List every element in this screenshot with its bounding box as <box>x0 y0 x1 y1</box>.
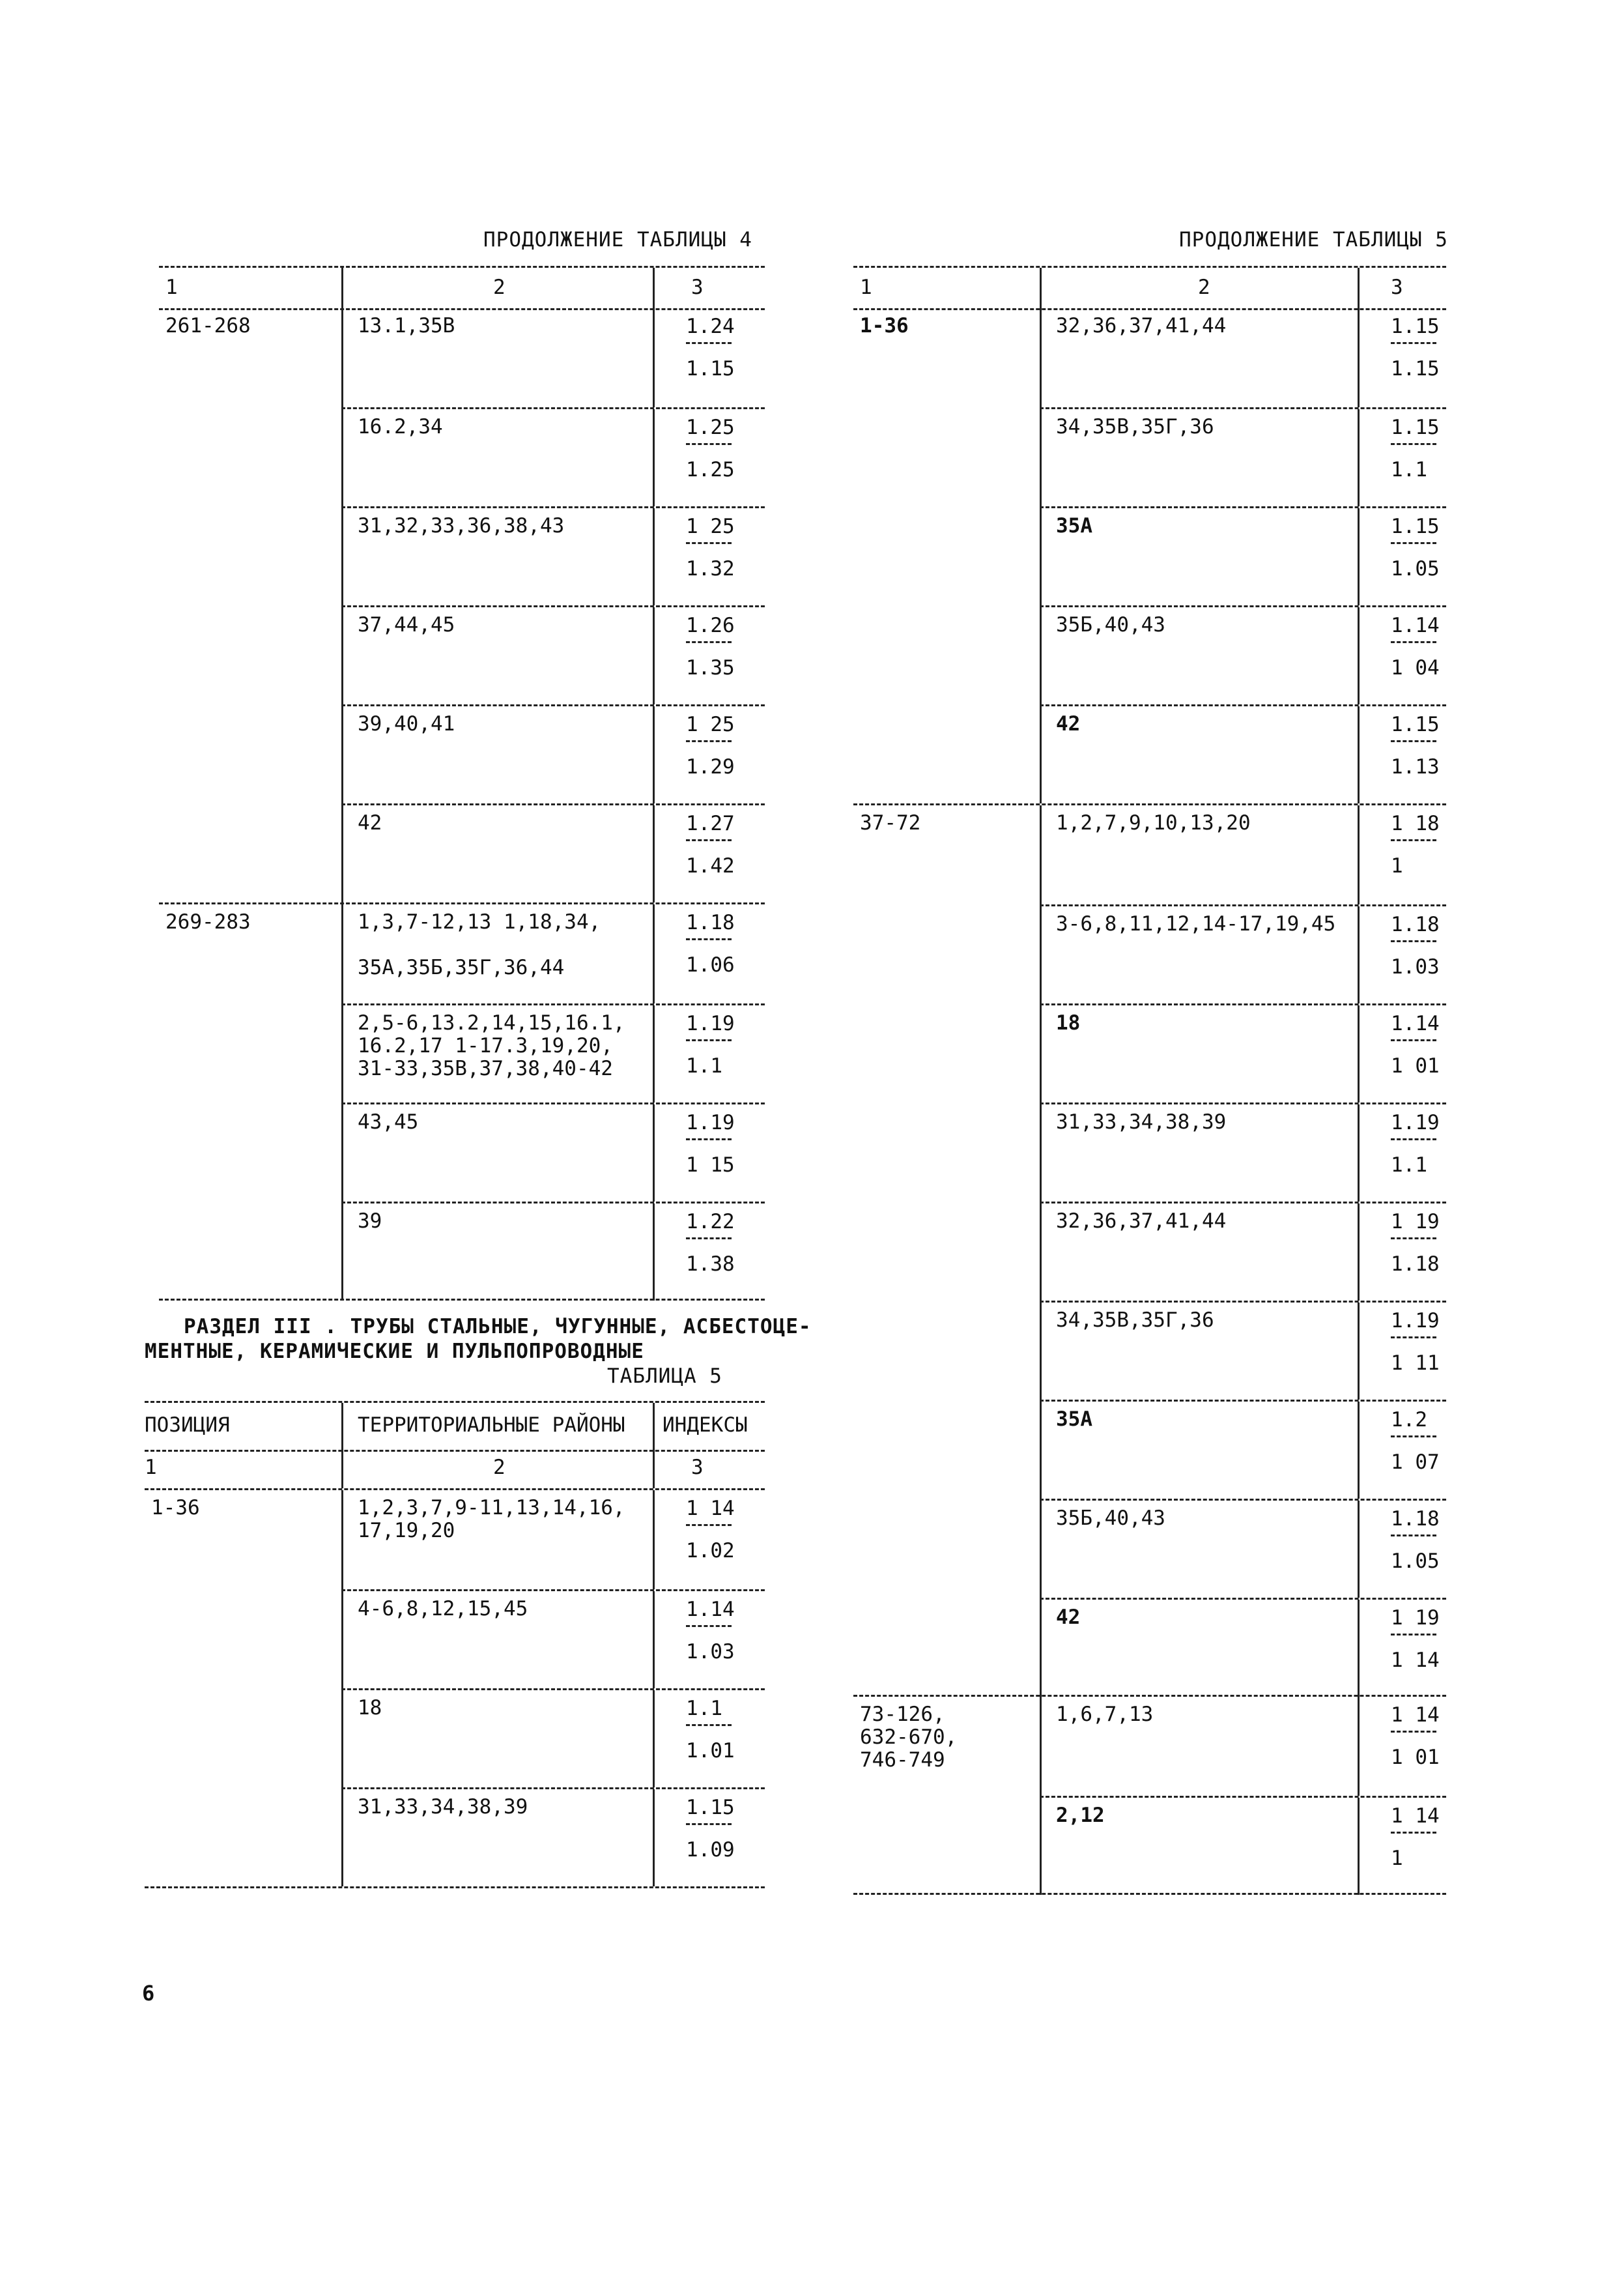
table-row <box>341 605 765 704</box>
index-denominator: 1.13 <box>1391 755 1440 779</box>
index-denominator: 1.06 <box>686 953 735 977</box>
region-cell: 42 <box>1040 1600 1358 1697</box>
index-denominator: 1.1 <box>686 1054 722 1078</box>
table-row <box>1040 1400 1446 1499</box>
fraction-bar <box>686 1724 732 1726</box>
table5-header <box>145 1448 765 1490</box>
index-numerator: 1.2 <box>1391 1408 1427 1432</box>
index-fraction <box>1391 515 1446 582</box>
index-cell <box>653 805 765 902</box>
index-fraction <box>686 812 765 879</box>
left-table-header <box>159 266 765 310</box>
right-table-body <box>853 308 1446 1895</box>
index-cell <box>1358 706 1446 803</box>
index-fraction <box>1391 812 1446 879</box>
index-cell <box>653 904 765 1003</box>
index-fraction <box>686 1210 765 1277</box>
fraction-bar <box>1391 940 1436 942</box>
index-denominator: 1.05 <box>1391 557 1440 581</box>
section-title-line1: РАЗДЕЛ III . ТРУБЫ СТАЛЬНЫЕ, ЧУГУННЫЕ, АСБЕСТОЦЕ- <box>184 1315 812 1338</box>
section-title-line2: МЕНТНЫЕ, КЕРАМИЧЕСКИЕ И ПУЛЬПОПРОВОДНЫЕ <box>145 1340 644 1363</box>
index-fraction <box>686 315 765 382</box>
index-cell <box>1358 1402 1446 1499</box>
index-fraction <box>686 713 765 780</box>
fraction-bar <box>686 839 732 841</box>
table-row <box>1040 1796 1446 1895</box>
index-numerator: 1 19 <box>1391 1606 1440 1630</box>
index-cell <box>653 308 765 407</box>
index-denominator: 1 14 <box>1391 1649 1440 1672</box>
index-cell <box>1358 1303 1446 1400</box>
index-cell <box>1358 906 1446 1003</box>
index-denominator: 1.1 <box>1391 458 1427 482</box>
index-cell <box>653 1005 765 1102</box>
table5-col-title-position: ПОЗИЦИЯ <box>145 1413 230 1437</box>
region-cell: 43,45 <box>341 1104 653 1202</box>
index-denominator: 1.15 <box>1391 357 1440 381</box>
index-numerator: 1 14 <box>686 1497 735 1520</box>
fraction-bar <box>1391 1435 1436 1437</box>
right-header-col3: 3 <box>1358 268 1446 308</box>
region-cell: 42 <box>341 805 653 902</box>
table-row <box>341 1003 765 1102</box>
index-numerator: 1.19 <box>1391 1111 1440 1134</box>
index-cell <box>653 1104 765 1202</box>
position-cell: 73-126, 632-670, 746-749 <box>860 1703 958 1772</box>
region-cell: 37,44,45 <box>341 607 653 704</box>
region-cell: 39,40,41 <box>341 706 653 803</box>
region-cell: 4-6,8,12,15,45 <box>341 1591 653 1688</box>
table-row <box>1040 506 1446 605</box>
table-row <box>1040 605 1446 704</box>
fraction-bar <box>686 1823 732 1825</box>
index-numerator: 1 19 <box>1391 1210 1440 1233</box>
table-row <box>341 1202 765 1301</box>
index-numerator: 1.18 <box>686 911 735 934</box>
index-denominator: 1.01 <box>686 1739 735 1763</box>
region-cell: 39 <box>341 1203 653 1301</box>
index-numerator: 1.19 <box>1391 1309 1440 1333</box>
index-denominator: 1 <box>1391 854 1403 878</box>
index-fraction <box>1391 913 1446 980</box>
index-numerator: 1.15 <box>1391 515 1440 538</box>
table-row-group <box>159 902 765 1301</box>
index-numerator: 1 18 <box>1391 812 1440 835</box>
index-denominator: 1.42 <box>686 854 735 878</box>
index-numerator: 1.14 <box>1391 1012 1440 1035</box>
index-fraction <box>1391 1012 1446 1079</box>
index-numerator: 1.19 <box>686 1111 735 1134</box>
table-row <box>1040 308 1446 407</box>
table5-body <box>145 1490 765 1888</box>
index-cell <box>653 1690 765 1787</box>
index-cell <box>1358 409 1446 506</box>
index-denominator: 1.25 <box>686 458 735 482</box>
fraction-bar <box>1391 443 1436 445</box>
table-row <box>341 407 765 506</box>
table-row <box>341 1490 765 1589</box>
region-cell: 35А <box>1040 508 1358 605</box>
region-cell: 34,35В,35Г,36 <box>1040 409 1358 506</box>
index-denominator: 1.03 <box>1391 955 1440 979</box>
table-row-group <box>853 1695 1446 1895</box>
index-numerator: 1.15 <box>1391 315 1440 338</box>
index-denominator: 1.32 <box>686 557 735 581</box>
index-numerator: 1.18 <box>1391 913 1440 936</box>
index-cell <box>653 1490 765 1589</box>
index-fraction <box>1391 1111 1446 1178</box>
table-row-group <box>145 1490 765 1886</box>
index-numerator: 1.25 <box>686 416 735 439</box>
index-fraction <box>686 1697 765 1764</box>
index-denominator: 1.03 <box>686 1640 735 1664</box>
fraction-bar <box>686 542 732 544</box>
fraction-bar <box>686 641 732 643</box>
region-cell: 13.1,35В <box>341 308 653 407</box>
fraction-bar <box>686 740 732 742</box>
index-cell <box>653 706 765 803</box>
index-fraction <box>686 1012 765 1079</box>
table-row <box>1040 1102 1446 1202</box>
index-denominator: 1.09 <box>686 1838 735 1862</box>
index-denominator: 1 01 <box>1391 1746 1440 1769</box>
fraction-bar <box>1391 1237 1436 1239</box>
index-cell <box>653 1591 765 1688</box>
index-fraction <box>686 1796 765 1863</box>
region-cell: 2,5-6,13.2,14,15,16.1, 16.2,17 1-17.3,19,20, 31-33,35В,37,38,40-42 <box>341 1005 653 1102</box>
index-denominator: 1 04 <box>1391 656 1440 680</box>
index-fraction <box>686 416 765 483</box>
index-cell <box>653 607 765 704</box>
table-row <box>341 904 765 1003</box>
index-cell <box>653 409 765 506</box>
index-numerator: 1.22 <box>686 1210 735 1233</box>
position-cell: 261-268 <box>165 314 251 338</box>
index-denominator: 1 <box>1391 1847 1403 1870</box>
index-denominator: 1 11 <box>1391 1351 1440 1375</box>
table-row-group <box>853 803 1446 1697</box>
fraction-bar <box>1391 1535 1436 1536</box>
index-fraction <box>1391 1408 1446 1475</box>
table5-header-col3: 3 <box>653 1448 765 1488</box>
table5-col-title-indexes: ИНДЕКСЫ <box>653 1403 765 1450</box>
table5-header-col2: 2 <box>341 1448 653 1488</box>
fraction-bar <box>1391 740 1436 742</box>
region-cell: 1,2,3,7,9-11,13,14,16, 17,19,20 <box>341 1490 653 1589</box>
fraction-bar <box>1391 542 1436 544</box>
index-fraction <box>686 614 765 681</box>
index-fraction <box>1391 1210 1446 1277</box>
region-cell: 2,12 <box>1040 1798 1358 1895</box>
index-denominator: 1.35 <box>686 656 735 680</box>
index-fraction <box>686 1598 765 1665</box>
index-cell <box>1358 1203 1446 1301</box>
index-denominator: 1.1 <box>1391 1153 1427 1177</box>
fraction-bar <box>1391 1039 1436 1041</box>
region-cell: 35Б,40,43 <box>1040 607 1358 704</box>
table-row <box>1040 407 1446 506</box>
index-cell <box>653 1789 765 1886</box>
index-numerator: 1.14 <box>686 1598 735 1621</box>
table-row <box>341 704 765 803</box>
fraction-bar <box>686 1524 732 1526</box>
fraction-bar <box>686 1039 732 1041</box>
table-row <box>1040 904 1446 1003</box>
region-cell: 35А <box>1040 1402 1358 1499</box>
fraction-bar <box>1391 1634 1436 1635</box>
position-cell: 1-36 <box>860 314 909 338</box>
index-cell <box>1358 1600 1446 1697</box>
index-denominator: 1.18 <box>1391 1252 1440 1276</box>
table-row <box>1040 1697 1446 1796</box>
index-fraction <box>1391 1703 1446 1770</box>
index-cell <box>1358 607 1446 704</box>
index-denominator: 1.05 <box>1391 1549 1440 1573</box>
index-cell <box>1358 508 1446 605</box>
region-cell: 1,2,7,9,10,13,20 <box>1040 805 1358 904</box>
region-cell: 32,36,37,41,44 <box>1040 308 1358 407</box>
index-numerator: 1.14 <box>1391 614 1440 637</box>
position-cell: 269-283 <box>165 910 251 934</box>
region-cell: 31,32,33,36,38,43 <box>341 508 653 605</box>
index-denominator: 1.15 <box>686 357 735 381</box>
region-cell: 1,6,7,13 <box>1040 1697 1358 1796</box>
table-row <box>1040 1598 1446 1697</box>
index-fraction <box>686 1111 765 1178</box>
fraction-bar <box>686 1138 732 1140</box>
index-fraction <box>1391 713 1446 780</box>
table-row <box>341 308 765 407</box>
index-denominator: 1 07 <box>1391 1450 1440 1474</box>
index-denominator: 1 01 <box>1391 1054 1440 1078</box>
index-numerator: 1.27 <box>686 812 735 835</box>
index-cell <box>1358 1104 1446 1202</box>
index-fraction <box>1391 1606 1446 1673</box>
index-cell <box>1358 308 1446 407</box>
index-cell <box>1358 1697 1446 1796</box>
fraction-bar <box>1391 641 1436 643</box>
fraction-bar <box>686 938 732 940</box>
index-fraction <box>1391 614 1446 681</box>
index-cell <box>1358 805 1446 904</box>
table-row <box>1040 1202 1446 1301</box>
index-fraction <box>686 1497 765 1564</box>
table-row <box>1040 1301 1446 1400</box>
table5-label: ТАБЛИЦА 5 <box>607 1364 722 1388</box>
left-header-col3: 3 <box>653 268 765 308</box>
index-denominator: 1.29 <box>686 755 735 779</box>
right-header-col1: 1 <box>860 276 872 299</box>
region-cell: 1,3,7-12,13 1,18,34, 35А,35Б,35Г,36,44 <box>341 904 653 1003</box>
table-row <box>1040 805 1446 904</box>
index-cell <box>653 508 765 605</box>
page-number: 6 <box>142 1981 155 2006</box>
fraction-bar <box>1391 1138 1436 1140</box>
index-numerator: 1.15 <box>1391 416 1440 439</box>
index-denominator: 1.38 <box>686 1252 735 1276</box>
region-cell: 16.2,34 <box>341 409 653 506</box>
table-row-group <box>853 308 1446 803</box>
index-cell <box>653 1203 765 1301</box>
region-cell: 31,33,34,38,39 <box>341 1789 653 1886</box>
index-numerator: 1 14 <box>1391 1703 1440 1727</box>
left-table-caption: ПРОДОЛЖЕНИЕ ТАБЛИЦЫ 4 <box>483 228 752 252</box>
table5-header-col1: 1 <box>145 1456 157 1479</box>
left-table-body <box>159 308 765 1301</box>
index-fraction <box>1391 1804 1446 1871</box>
fraction-bar <box>1391 1832 1436 1834</box>
index-numerator: 1.15 <box>686 1796 735 1819</box>
fraction-bar <box>1391 839 1436 841</box>
fraction-bar <box>686 342 732 344</box>
index-fraction <box>1391 1507 1446 1574</box>
region-cell: 3-6,8,11,12,14-17,19,45 <box>1040 906 1358 1003</box>
index-numerator: 1.18 <box>1391 1507 1440 1531</box>
right-table-caption: ПРОДОЛЖЕНИЕ ТАБЛИЦЫ 5 <box>1179 228 1448 252</box>
region-cell: 42 <box>1040 706 1358 803</box>
table-row <box>341 506 765 605</box>
index-fraction <box>686 911 765 978</box>
fraction-bar <box>686 443 732 445</box>
index-fraction <box>1391 416 1446 483</box>
table-row <box>1040 1499 1446 1598</box>
index-numerator: 1.19 <box>686 1012 735 1035</box>
table5-col-title-regions: ТЕРРИТОРИАЛЬНЫЕ РАЙОНЫ <box>341 1403 653 1450</box>
position-cell: 1-36 <box>151 1496 200 1520</box>
table-row <box>1040 704 1446 803</box>
index-numerator: 1.15 <box>1391 713 1440 736</box>
table-row <box>341 1102 765 1202</box>
region-cell: 18 <box>341 1690 653 1787</box>
region-cell: 34,35В,35Г,36 <box>1040 1303 1358 1400</box>
position-cell: 37-72 <box>860 811 921 835</box>
table-row <box>341 1688 765 1787</box>
region-cell: 32,36,37,41,44 <box>1040 1203 1358 1301</box>
index-numerator: 1 14 <box>1391 1804 1440 1828</box>
fraction-bar <box>686 1237 732 1239</box>
index-cell <box>1358 1798 1446 1895</box>
index-cell <box>1358 1005 1446 1102</box>
index-denominator: 1.02 <box>686 1539 735 1563</box>
fraction-bar <box>686 1625 732 1627</box>
index-numerator: 1.24 <box>686 315 735 338</box>
region-cell: 31,33,34,38,39 <box>1040 1104 1358 1202</box>
index-cell <box>1358 1501 1446 1598</box>
left-header-col1: 1 <box>165 276 178 299</box>
index-numerator: 1 25 <box>686 515 735 538</box>
table5-title-row <box>145 1401 765 1452</box>
right-table-header <box>853 266 1446 310</box>
table-row-group <box>159 308 765 902</box>
fraction-bar <box>1391 1731 1436 1733</box>
index-numerator: 1 25 <box>686 713 735 736</box>
index-fraction <box>686 515 765 582</box>
index-numerator: 1.26 <box>686 614 735 637</box>
table-row <box>341 1787 765 1886</box>
table-row <box>341 1589 765 1688</box>
left-header-col2: 2 <box>341 268 653 308</box>
table-row <box>1040 1003 1446 1102</box>
fraction-bar <box>1391 1336 1436 1338</box>
region-cell: 35Б,40,43 <box>1040 1501 1358 1598</box>
region-cell: 18 <box>1040 1005 1358 1102</box>
index-denominator: 1 15 <box>686 1153 735 1177</box>
right-header-col2: 2 <box>1040 268 1358 308</box>
table-row <box>341 803 765 902</box>
index-fraction <box>1391 1309 1446 1376</box>
fraction-bar <box>1391 342 1436 344</box>
index-fraction <box>1391 315 1446 382</box>
index-numerator: 1.1 <box>686 1697 722 1720</box>
